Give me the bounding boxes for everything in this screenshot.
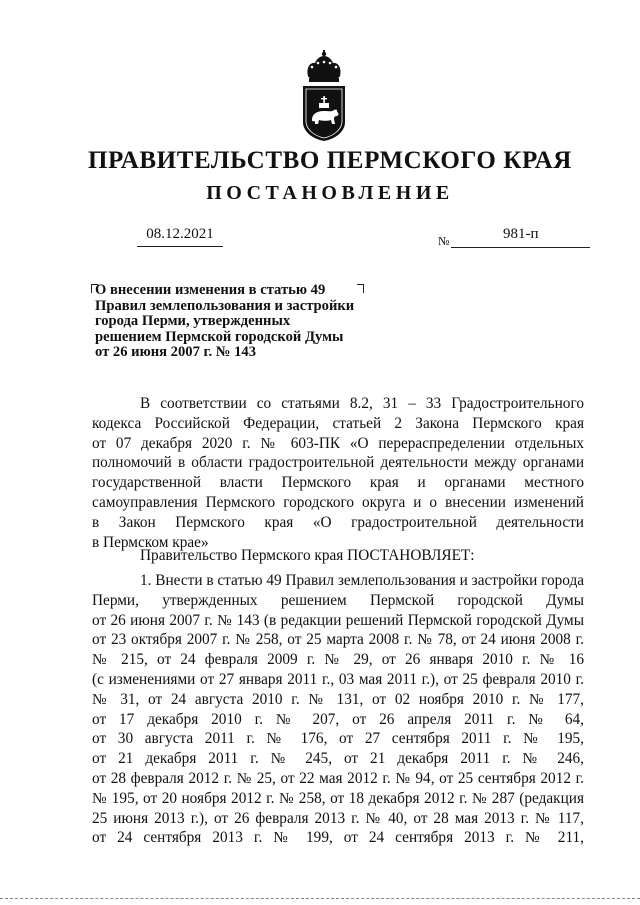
preamble-paragraph [92,394,584,552]
text-line: от 24 сентября 2013 г. № 199, от 24 сентября 2013 г. № 211, [92,829,584,847]
text-line: Правительство Пермского края ПОСТАНОВЛЯЕТ: [140,547,475,564]
text-line: № 215, от 24 февраля 2009 г. № 29, от 26 января 2010 г. № 16 [92,651,584,669]
text-line: В соответствии со статьями 8.2, 31 – 33 Градостроительного [140,395,584,412]
organization-title: ПРАВИТЕЛЬСТВО ПЕРМСКОГО КРАЯ [88,147,572,174]
text-line: от 26 июня 2007 г. № 143 (в редакции решений Пермской городской Думы [92,611,584,629]
text-line: от 17 декабря 2010 г. № 207, от 26 апреля 2011 г. № 64, [92,710,584,728]
number-sign: № [438,234,450,248]
subject-line: О внесении изменения в статью 49 [95,282,326,298]
text-line: в Закон Пермского края «О градостроительной деятельности [92,513,584,531]
text-line: в Пермском крае» [92,533,209,551]
text-line: государственной власти Пермского края и органами местного [92,474,584,492]
date-underline [137,246,223,247]
text-line: от 23 октября 2007 г. № 258, от 25 марта 2008 г. № 78, от 24 июня 2008 г. [92,631,584,649]
subject-line: Правил землепользования и застройки [95,297,355,314]
text-line: № 195, от 20 ноября 2012 г. № 258, от 18 декабря 2012 г. № 287 (редакция [92,789,584,807]
text-line: Перми, утвержденных решением Пермской городской Думы [92,591,584,609]
subject-line: города Перми, утвержденных [95,313,291,330]
document-subject [95,283,375,361]
text-line: от 07 декабря 2020 г. № 603-ПК «О перераспределении отдельных [92,434,584,452]
text-line: полномочий в области градостроительной деятельности между органами [92,454,584,472]
date-field [137,226,223,247]
text-line: 25 июня 2013 г.), от 26 февраля 2013 г. № 40, от 28 мая 2013 г. № 117, [92,809,584,827]
text-line: от 21 декабря 2011 г. № 245, от 21 декабря 2011 г. № 246, [92,750,584,768]
perm-krai-coat-of-arms-icon [297,50,351,142]
document-number: 981-п [502,226,539,242]
number-underline [451,226,590,248]
resolves-paragraph [92,546,584,566]
subject-line: от 26 июня 2007 г. № 143 [95,344,256,361]
scan-bottom-edge [0,898,640,899]
item-1-paragraph [92,571,584,848]
document-date: 08.12.2021 [146,226,214,242]
document-type-title: ПОСТАНОВЛЕНИЕ [206,182,454,204]
text-line: самоуправления Пермского городского округа и о внесении изменений [92,493,584,511]
text-line: от 28 февраля 2012 г. № 25, от 22 мая 2012 г. № 94, от 25 сентября 2012 г. [92,769,584,787]
number-field [438,226,590,248]
text-line: 1. Внести в статью 49 Правил землепользования и застройки города [140,572,585,589]
text-line: от 30 августа 2011 г. № 176, от 27 сентября 2011 г. № 195, [92,730,584,748]
text-line: (с изменениями от 27 января 2011 г., 03 мая 2011 г.), от 25 февраля 2010 г. [92,670,584,688]
text-line: кодекса Российской Федерации, статьей 2 Закона Пермского края [92,414,584,432]
subject-line: решением Пермской городской Думы [95,328,344,345]
text-line: № 31, от 24 августа 2010 г. № 131, от 02 ноября 2010 г. № 177, [92,690,584,708]
